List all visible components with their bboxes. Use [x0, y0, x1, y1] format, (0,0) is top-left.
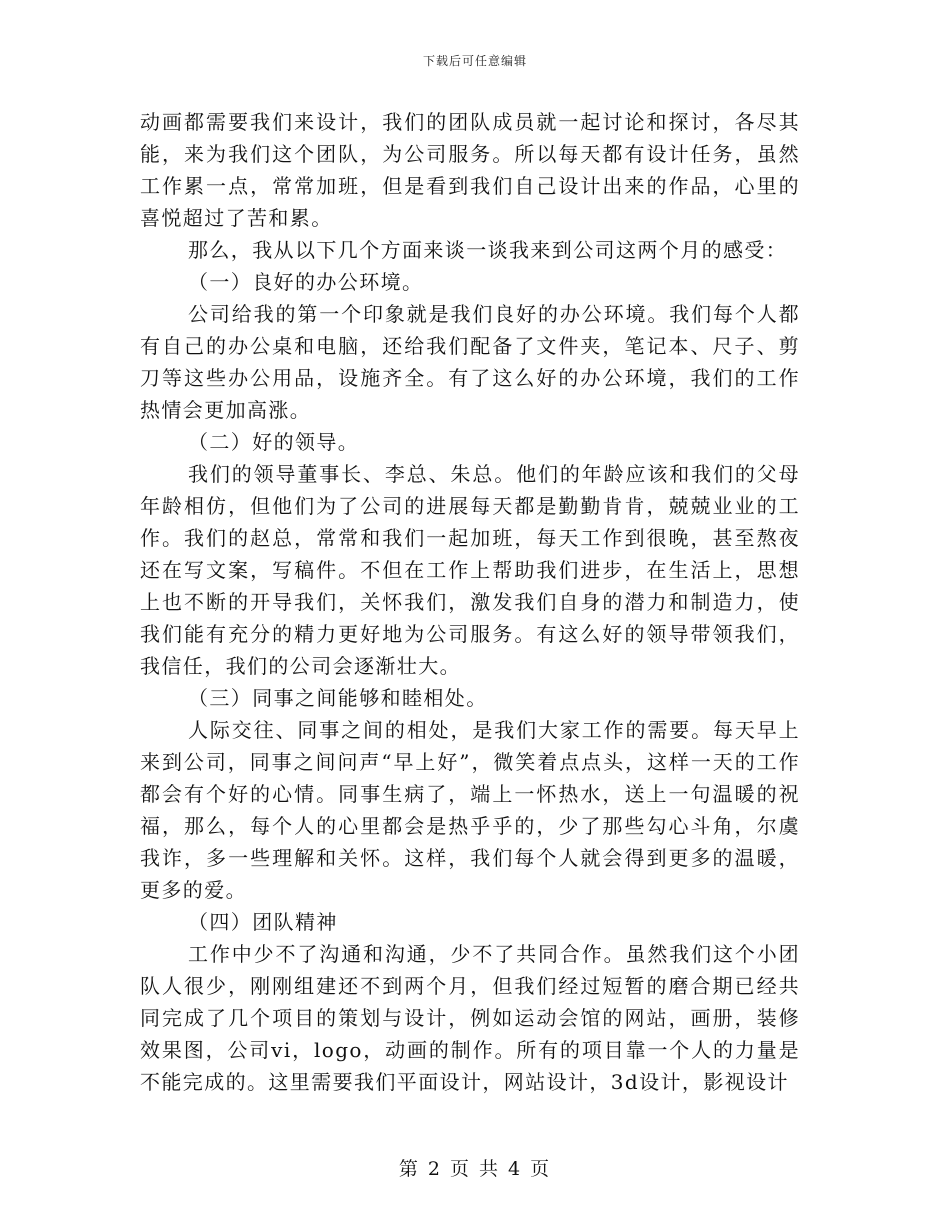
page-number-footer: 第 2 页 共 4 页 — [398, 1158, 552, 1180]
section-heading-1: （一）良好的办公环境。 — [188, 270, 424, 294]
section-heading-3: （三）同事之间能够和睦相处。 — [188, 686, 488, 710]
section-heading-2: （二）好的领导。 — [188, 430, 360, 454]
paragraph-leadership: 我们的领导董事长、李总、朱总。他们的年龄应该和我们的父母年龄相仿，但他们为了公司的进展每天都是勤勤肯肯，兢兢业业的工作。我们的赵总，常常和我们一起加班，每天工作到很晚，甚至熬夜还在写文案，写稿件。不但在工作上帮助我们进步，在生活上，思想上也不断的开导我们，关怀我们，激发我们自身的潜力和制造力，使我们能有充分的精力更好地为公司服务。有这么好的领导带领我们，我信任，我们的公司会逐渐壮大。 — [140, 462, 800, 678]
paragraph-team-spirit: 工作中少不了沟通和沟通，少不了共同合作。虽然我们这个小团队人很少，刚刚组建还不到两个月，但我们经过短暂的磨合期已经共同完成了几个项目的策划与设计，例如运动会馆的网站，画册，装修效果图，公司vi，logo，动画的制作。所有的项目靠一个人的力量是不能完成的。这里需要我们平面设计，网站设计，3d设计，影视设计 — [140, 942, 800, 1094]
paragraph-intro: 那么，我从以下几个方面来谈一谈我来到公司这两个月的感受： — [188, 238, 788, 262]
page-header-note: 下载后可任意编辑 — [422, 54, 527, 68]
paragraph-colleagues: 人际交往、同事之间的相处，是我们大家工作的需要。每天早上来到公司，同事之间问声“早上好”，微笑着点点头，这样一天的工作都会有个好的心情。同事生病了，端上一怀热水，送上一句温暖的祝福，那么，每个人的心里都会是热乎乎的，少了那些勾心斗角，尔虞我诈，多一些理解和关怀。这样，我们每个人就会得到更多的温暖，更多的爱。 — [140, 718, 800, 902]
paragraph-continued: 动画都需要我们来设计，我们的团队成员就一起讨论和探讨，各尽其能，来为我们这个团队，为公司服务。所以每天都有设计任务，虽然工作累一点，常常加班，但是看到我们自己设计出来的作品，心里的喜悦超过了苦和累。 — [140, 110, 800, 230]
document-body — [140, 106, 800, 1098]
section-heading-4: （四）团队精神 — [188, 910, 338, 934]
paragraph-office-environment: 公司给我的第一个印象就是我们良好的办公环境。我们每个人都有自己的办公桌和电脑，还给我们配备了文件夹，笔记本、尺子、剪刀等这些办公用品，设施齐全。有了这么好的办公环境，我们的工作热情会更加高涨。 — [140, 302, 800, 422]
